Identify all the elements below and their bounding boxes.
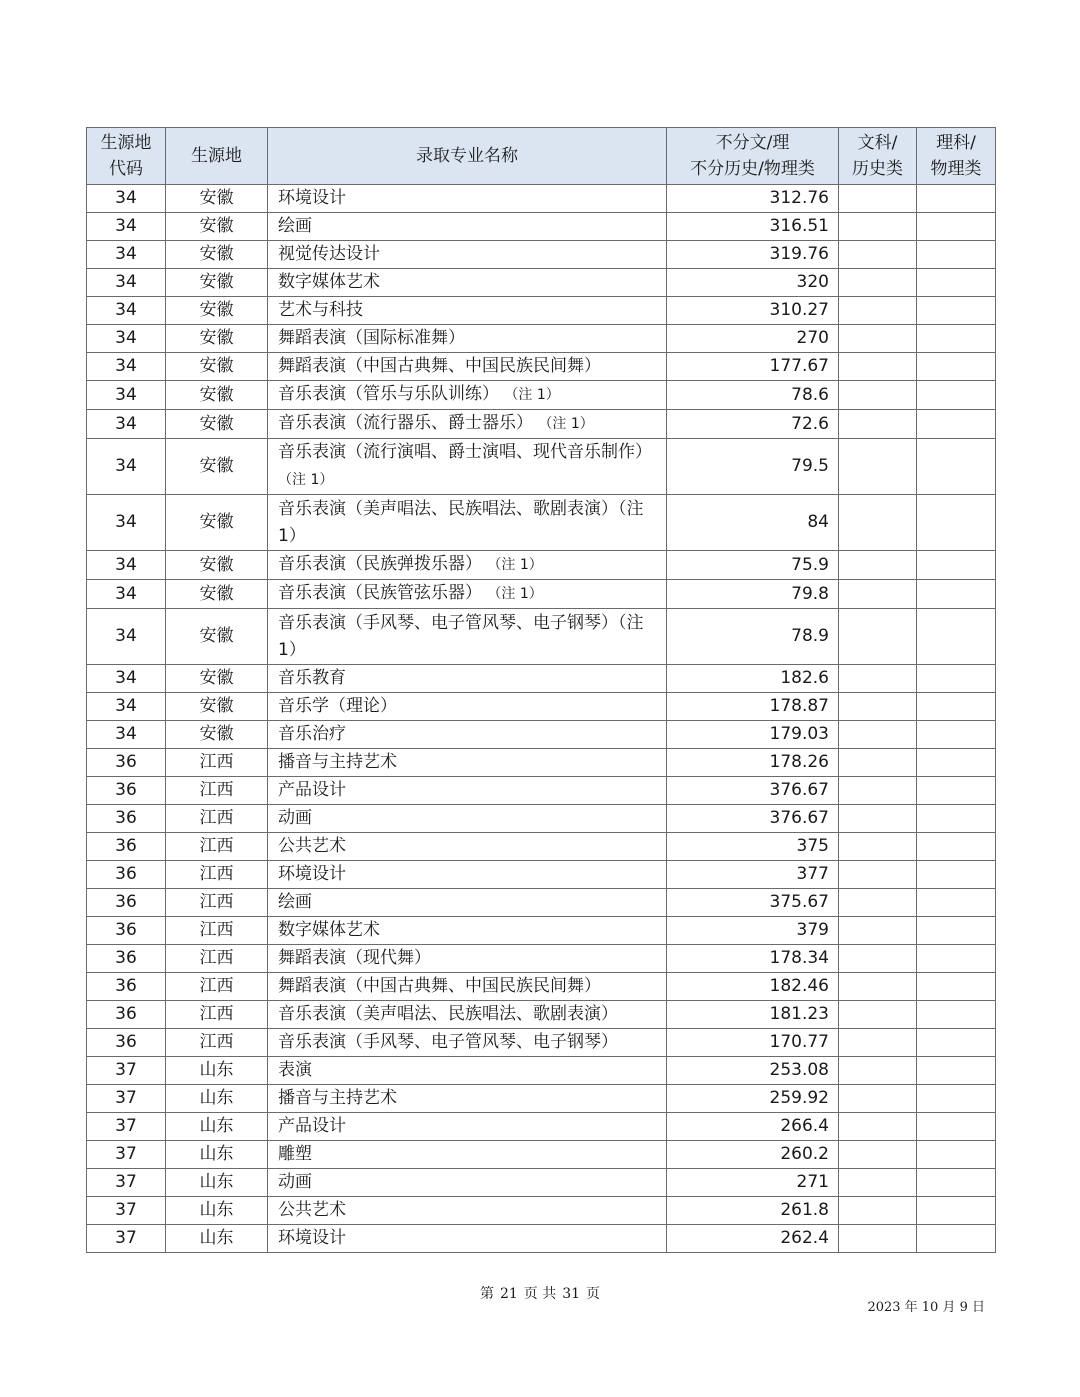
major-name-text: 产品设计 (278, 780, 346, 800)
cell-no-split-score: 319.76 (667, 241, 839, 269)
cell-no-split-score: 182.46 (667, 973, 839, 1001)
cell-arts-score (839, 185, 917, 213)
major-name-text: 播音与主持艺术 (278, 752, 397, 772)
cell-science-score (917, 297, 996, 325)
major-name-text: 视觉传达设计 (278, 244, 380, 264)
cell-province: 山东 (166, 1169, 268, 1197)
cell-arts-score (839, 1029, 917, 1057)
cell-province: 山东 (166, 1057, 268, 1085)
header-no-split-score: 不分文/理 不分历史/物理类 (667, 128, 839, 185)
cell-arts-score (839, 917, 917, 945)
major-name-text: 音乐表演（手风琴、电子管风琴、电子钢琴）（注 1） (278, 612, 644, 660)
cell-province: 安徽 (166, 381, 268, 410)
table-row (87, 1029, 996, 1057)
cell-arts-score (839, 1141, 917, 1169)
cell-major-name (268, 1141, 667, 1169)
cell-major-name (268, 1057, 667, 1085)
cell-major-name (268, 381, 667, 410)
major-name-text: 环境设计 (278, 1228, 346, 1248)
cell-province: 山东 (166, 1113, 268, 1141)
cell-no-split-score: 72.6 (667, 410, 839, 439)
cell-science-score (917, 665, 996, 693)
major-name-text: 环境设计 (278, 864, 346, 884)
cell-no-split-score: 310.27 (667, 297, 839, 325)
table-row (87, 1141, 996, 1169)
major-name-text: 音乐表演（手风琴、电子管风琴、电子钢琴） (278, 1032, 618, 1052)
cell-science-score (917, 269, 996, 297)
cell-no-split-score: 170.77 (667, 1029, 839, 1057)
cell-province-code: 37 (87, 1113, 166, 1141)
major-name-text: 雕塑 (278, 1144, 312, 1164)
cell-major-name (268, 1113, 667, 1141)
table-row (87, 495, 996, 551)
cell-major-name (268, 917, 667, 945)
table-row (87, 945, 996, 973)
cell-province-code: 34 (87, 551, 166, 580)
cell-arts-score (839, 1001, 917, 1029)
cell-province-code: 34 (87, 381, 166, 410)
cell-arts-score (839, 693, 917, 721)
header-major-name: 录取专业名称 (268, 128, 667, 185)
cell-arts-score (839, 609, 917, 665)
cell-province-code: 36 (87, 945, 166, 973)
cell-province-code: 36 (87, 889, 166, 917)
major-note-text: （注 1） (504, 387, 560, 403)
cell-arts-score (839, 580, 917, 609)
cell-no-split-score: 375 (667, 833, 839, 861)
cell-province-code: 34 (87, 213, 166, 241)
cell-major-name (268, 185, 667, 213)
cell-science-score (917, 551, 996, 580)
cell-major-name (268, 495, 667, 551)
cell-arts-score (839, 241, 917, 269)
major-name-text: 动画 (278, 1172, 312, 1192)
cell-province-code: 37 (87, 1225, 166, 1253)
cell-province: 江西 (166, 917, 268, 945)
cell-major-name (268, 609, 667, 665)
header-province: 生源地 (166, 128, 268, 185)
cell-province: 安徽 (166, 495, 268, 551)
table-row (87, 185, 996, 213)
cell-province-code: 34 (87, 495, 166, 551)
cell-no-split-score: 316.51 (667, 213, 839, 241)
cell-arts-score (839, 353, 917, 381)
cell-major-name (268, 889, 667, 917)
cell-arts-score (839, 665, 917, 693)
cell-province: 江西 (166, 889, 268, 917)
cell-province-code: 36 (87, 1029, 166, 1057)
table-row (87, 917, 996, 945)
cell-science-score (917, 353, 996, 381)
major-name-text: 音乐表演（流行演唱、爵士演唱、现代音乐制作） (278, 442, 652, 462)
cell-no-split-score: 181.23 (667, 1001, 839, 1029)
cell-no-split-score: 79.5 (667, 439, 839, 495)
cell-province: 安徽 (166, 325, 268, 353)
cell-arts-score (839, 1225, 917, 1253)
cell-no-split-score: 312.76 (667, 185, 839, 213)
cell-no-split-score: 182.6 (667, 665, 839, 693)
major-name-text: 音乐表演（美声唱法、民族唱法、歌剧表演） (278, 1004, 618, 1024)
cell-no-split-score: 320 (667, 269, 839, 297)
cell-no-split-score: 178.87 (667, 693, 839, 721)
cell-province: 江西 (166, 777, 268, 805)
major-name-text: 音乐学（理论） (278, 696, 397, 716)
table-row (87, 1197, 996, 1225)
table-row (87, 439, 996, 495)
cell-major-name (268, 1225, 667, 1253)
major-name-text: 舞蹈表演（中国古典舞、中国民族民间舞） (278, 356, 601, 376)
cell-province-code: 36 (87, 805, 166, 833)
cell-no-split-score: 376.67 (667, 805, 839, 833)
cell-province-code: 34 (87, 241, 166, 269)
major-name-text: 环境设计 (278, 188, 346, 208)
cell-province-code: 37 (87, 1197, 166, 1225)
cell-major-name (268, 410, 667, 439)
cell-arts-score (839, 495, 917, 551)
cell-province-code: 36 (87, 973, 166, 1001)
major-note-text: （注 1） (538, 416, 594, 432)
cell-major-name (268, 805, 667, 833)
cell-province: 安徽 (166, 609, 268, 665)
cell-province: 安徽 (166, 439, 268, 495)
cell-science-score (917, 1029, 996, 1057)
cell-arts-score (839, 1057, 917, 1085)
cell-major-name (268, 749, 667, 777)
cell-science-score (917, 1001, 996, 1029)
cell-arts-score (839, 213, 917, 241)
cell-no-split-score: 377 (667, 861, 839, 889)
table-row (87, 325, 996, 353)
cell-major-name (268, 665, 667, 693)
cell-science-score (917, 185, 996, 213)
cell-province: 山东 (166, 1085, 268, 1113)
cell-no-split-score: 266.4 (667, 1113, 839, 1141)
cell-province-code: 36 (87, 749, 166, 777)
cell-province: 安徽 (166, 721, 268, 749)
cell-major-name (268, 1169, 667, 1197)
cell-province: 江西 (166, 805, 268, 833)
cell-major-name (268, 973, 667, 1001)
table-row (87, 551, 996, 580)
major-name-text: 艺术与科技 (278, 300, 363, 320)
cell-major-name (268, 353, 667, 381)
cell-province-code: 37 (87, 1057, 166, 1085)
cell-no-split-score: 262.4 (667, 1225, 839, 1253)
cell-arts-score (839, 861, 917, 889)
cell-province: 江西 (166, 1001, 268, 1029)
cell-arts-score (839, 269, 917, 297)
cell-major-name (268, 861, 667, 889)
cell-major-name (268, 1085, 667, 1113)
cell-no-split-score: 379 (667, 917, 839, 945)
major-name-text: 公共艺术 (278, 1200, 346, 1220)
cell-no-split-score: 178.34 (667, 945, 839, 973)
major-name-text: 音乐表演（管乐与乐队训练） (278, 384, 499, 404)
major-name-text: 产品设计 (278, 1116, 346, 1136)
major-name-text: 绘画 (278, 892, 312, 912)
table-row (87, 353, 996, 381)
cell-science-score (917, 721, 996, 749)
cell-province-code: 34 (87, 693, 166, 721)
table-row (87, 381, 996, 410)
table-row (87, 833, 996, 861)
cell-province: 安徽 (166, 693, 268, 721)
cell-major-name (268, 297, 667, 325)
major-name-text: 公共艺术 (278, 836, 346, 856)
cell-province-code: 37 (87, 1169, 166, 1197)
cell-science-score (917, 833, 996, 861)
cell-province-code: 34 (87, 665, 166, 693)
table-row (87, 973, 996, 1001)
table-row (87, 805, 996, 833)
table-header (87, 128, 996, 185)
cell-major-name (268, 269, 667, 297)
cell-major-name (268, 1197, 667, 1225)
cell-major-name (268, 213, 667, 241)
cell-major-name (268, 580, 667, 609)
cell-science-score (917, 609, 996, 665)
cell-province: 安徽 (166, 410, 268, 439)
table-row (87, 609, 996, 665)
cell-science-score (917, 580, 996, 609)
cell-province-code: 34 (87, 439, 166, 495)
major-note-text: （注 1） (278, 472, 334, 488)
cell-no-split-score: 84 (667, 495, 839, 551)
cell-arts-score (839, 1113, 917, 1141)
cell-major-name (268, 945, 667, 973)
cell-arts-score (839, 833, 917, 861)
cell-science-score (917, 889, 996, 917)
table-row (87, 269, 996, 297)
cell-province-code: 34 (87, 721, 166, 749)
table-row (87, 410, 996, 439)
cell-province: 安徽 (166, 185, 268, 213)
major-name-text: 播音与主持艺术 (278, 1088, 397, 1108)
cell-province: 江西 (166, 973, 268, 1001)
cell-province: 安徽 (166, 213, 268, 241)
cell-arts-score (839, 805, 917, 833)
cell-science-score (917, 749, 996, 777)
cell-province-code: 36 (87, 917, 166, 945)
cell-major-name (268, 1001, 667, 1029)
cell-no-split-score: 253.08 (667, 1057, 839, 1085)
cell-major-name (268, 241, 667, 269)
table-row (87, 1057, 996, 1085)
major-name-text: 音乐表演（流行器乐、爵士器乐） (278, 413, 533, 433)
cell-no-split-score: 376.67 (667, 777, 839, 805)
cell-science-score (917, 1141, 996, 1169)
major-name-text: 数字媒体艺术 (278, 920, 380, 940)
cell-science-score (917, 917, 996, 945)
cell-province: 安徽 (166, 297, 268, 325)
cell-science-score (917, 325, 996, 353)
cell-science-score (917, 1225, 996, 1253)
cell-province: 江西 (166, 861, 268, 889)
cell-science-score (917, 381, 996, 410)
table-row (87, 861, 996, 889)
cell-province-code: 34 (87, 297, 166, 325)
cell-province: 江西 (166, 749, 268, 777)
cell-no-split-score: 375.67 (667, 889, 839, 917)
cell-province: 安徽 (166, 353, 268, 381)
cell-science-score (917, 1057, 996, 1085)
cell-major-name (268, 833, 667, 861)
cell-science-score (917, 1113, 996, 1141)
cell-province: 江西 (166, 833, 268, 861)
table-row (87, 1085, 996, 1113)
cell-science-score (917, 1085, 996, 1113)
cell-science-score (917, 1197, 996, 1225)
major-note-text: （注 1） (487, 586, 543, 602)
cell-province: 山东 (166, 1225, 268, 1253)
table-body (87, 185, 996, 1253)
cell-arts-score (839, 749, 917, 777)
table-row (87, 297, 996, 325)
cell-science-score (917, 241, 996, 269)
cell-no-split-score: 261.8 (667, 1197, 839, 1225)
table-row (87, 777, 996, 805)
major-name-text: 音乐治疗 (278, 724, 346, 744)
table-row (87, 1113, 996, 1141)
cell-arts-score (839, 889, 917, 917)
cell-no-split-score: 78.9 (667, 609, 839, 665)
table-row (87, 665, 996, 693)
cell-arts-score (839, 325, 917, 353)
major-name-text: 绘画 (278, 216, 312, 236)
cell-major-name (268, 693, 667, 721)
cell-province: 安徽 (166, 269, 268, 297)
cell-province: 山东 (166, 1141, 268, 1169)
cell-arts-score (839, 1197, 917, 1225)
major-note-text: （注 1） (487, 557, 543, 573)
cell-province-code: 34 (87, 325, 166, 353)
cell-province: 江西 (166, 945, 268, 973)
cell-arts-score (839, 410, 917, 439)
cell-science-score (917, 495, 996, 551)
cell-arts-score (839, 381, 917, 410)
header-province-code: 生源地 代码 (87, 128, 166, 185)
cell-province-code: 34 (87, 353, 166, 381)
header-arts-history: 文科/ 历史类 (839, 128, 917, 185)
table-row (87, 1169, 996, 1197)
table-row (87, 889, 996, 917)
cell-science-score (917, 410, 996, 439)
table-row (87, 213, 996, 241)
table-row (87, 693, 996, 721)
cell-no-split-score: 79.8 (667, 580, 839, 609)
cell-province-code: 34 (87, 185, 166, 213)
major-name-text: 音乐表演（美声唱法、民族唱法、歌剧表演）（注 1） (278, 498, 644, 546)
major-name-text: 舞蹈表演（中国古典舞、中国民族民间舞） (278, 976, 601, 996)
cell-arts-score (839, 439, 917, 495)
major-name-text: 动画 (278, 808, 312, 828)
cell-no-split-score: 177.67 (667, 353, 839, 381)
cell-no-split-score: 75.9 (667, 551, 839, 580)
cell-science-score (917, 805, 996, 833)
major-name-text: 舞蹈表演（国际标准舞） (278, 328, 465, 348)
cell-province: 安徽 (166, 665, 268, 693)
cell-arts-score (839, 973, 917, 1001)
cell-arts-score (839, 551, 917, 580)
major-name-text: 音乐教育 (278, 668, 346, 688)
cell-science-score (917, 973, 996, 1001)
cell-major-name (268, 325, 667, 353)
cell-province-code: 36 (87, 1001, 166, 1029)
table-row (87, 721, 996, 749)
cell-arts-score (839, 945, 917, 973)
cell-major-name (268, 551, 667, 580)
table-row (87, 241, 996, 269)
cell-province-code: 34 (87, 609, 166, 665)
cell-province-code: 34 (87, 410, 166, 439)
cell-province-code: 34 (87, 269, 166, 297)
cell-province-code: 37 (87, 1085, 166, 1113)
header-science-physics: 理科/ 物理类 (917, 128, 996, 185)
cell-arts-score (839, 1085, 917, 1113)
document-date: 2023 年 10 月 9 日 (867, 1300, 985, 1315)
cell-arts-score (839, 1169, 917, 1197)
cell-no-split-score: 270 (667, 325, 839, 353)
table-row (87, 1001, 996, 1029)
cell-province-code: 37 (87, 1141, 166, 1169)
cell-province-code: 36 (87, 777, 166, 805)
table-row (87, 1225, 996, 1253)
page-number: 第 21 页 共 31 页 (479, 1286, 601, 1302)
cell-science-score (917, 777, 996, 805)
cell-science-score (917, 693, 996, 721)
major-name-text: 数字媒体艺术 (278, 272, 380, 292)
major-name-text: 音乐表演（民族弹拨乐器） (278, 554, 482, 574)
cell-no-split-score: 271 (667, 1169, 839, 1197)
cell-major-name (268, 1029, 667, 1057)
cell-province-code: 36 (87, 833, 166, 861)
admission-score-table (86, 127, 996, 1253)
cell-major-name (268, 721, 667, 749)
cell-no-split-score: 259.92 (667, 1085, 839, 1113)
major-name-text: 舞蹈表演（现代舞） (278, 948, 431, 968)
cell-province: 安徽 (166, 241, 268, 269)
cell-science-score (917, 213, 996, 241)
cell-province: 山东 (166, 1197, 268, 1225)
cell-no-split-score: 260.2 (667, 1141, 839, 1169)
cell-province-code: 36 (87, 861, 166, 889)
cell-arts-score (839, 721, 917, 749)
cell-science-score (917, 945, 996, 973)
cell-science-score (917, 861, 996, 889)
cell-arts-score (839, 297, 917, 325)
cell-major-name (268, 777, 667, 805)
cell-province: 江西 (166, 1029, 268, 1057)
cell-arts-score (839, 777, 917, 805)
cell-no-split-score: 78.6 (667, 381, 839, 410)
cell-province: 安徽 (166, 580, 268, 609)
cell-science-score (917, 1169, 996, 1197)
cell-no-split-score: 178.26 (667, 749, 839, 777)
table-row (87, 580, 996, 609)
major-name-text: 音乐表演（民族管弦乐器） (278, 583, 482, 603)
table-row (87, 749, 996, 777)
cell-science-score (917, 439, 996, 495)
cell-no-split-score: 179.03 (667, 721, 839, 749)
cell-province: 安徽 (166, 551, 268, 580)
major-name-text: 表演 (278, 1060, 312, 1080)
cell-major-name (268, 439, 667, 495)
cell-province-code: 34 (87, 580, 166, 609)
